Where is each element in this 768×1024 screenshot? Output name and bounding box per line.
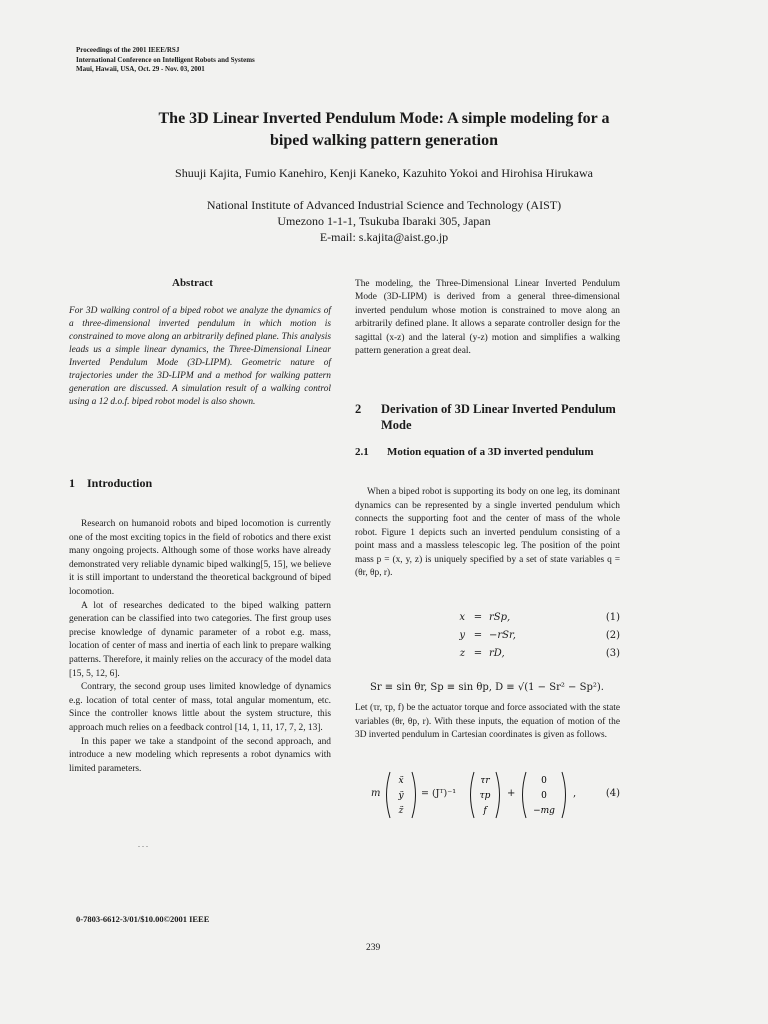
paper-title <box>40 108 728 152</box>
eq2-rhs: −rSr, <box>489 630 516 641</box>
section-2-1-number: 2.1 <box>355 446 369 458</box>
affiliation-line-2: Umezono 1-1-1, Tsukuba Ibaraki 305, Japan <box>277 214 491 228</box>
eq2-operator: = <box>473 630 483 641</box>
variable-definitions: Sr ≡ sin θr, Sp ≡ sin θp, D ≡ √(1 − Sr² − Sp²). <box>370 682 604 693</box>
authors: Shuuji Kajita, Fumio Kanehiro, Kenji Kaneko, Kazuhito Yokoi and Hirohisa Hirukawa <box>175 166 593 180</box>
eq3-operator: = <box>473 648 483 659</box>
intro-paragraph-2: A lot of researches dedicated to the biped walking pattern generation can be classified into two categories. The first group uses precise knowledge of dynamic parameter of a robot e.g. mass, location of center of mass and inertia of each link to prepare walking patterns. Therefore, it mainly relies on the accuracy of the model data [15, 5, 12, 6]. <box>69 600 331 679</box>
intro-paragraph-4: In this paper we take a standpoint of the second approach, and introduce a new modeling which represents a robot dynamics with limited parameters. <box>69 736 331 774</box>
eq2-lhs: y <box>459 630 465 641</box>
section-2-1-title: Motion equation of a 3D inverted pendulum <box>387 446 594 458</box>
eq1-lhs: x <box>459 612 465 623</box>
section-1-title: Introduction <box>87 476 153 490</box>
abstract-heading: Abstract <box>172 277 213 289</box>
eq4-gravity-vector <box>519 770 569 820</box>
eq4-input-tau-p: τp <box>479 791 491 801</box>
eq4-acc-z: z̈ <box>398 806 404 816</box>
eq4-acc-y: ÿ <box>398 791 404 801</box>
eq4-input-f: f <box>483 806 487 816</box>
section-2-title: Derivation of 3D Linear Inverted Pendulum Mode <box>381 402 616 432</box>
equation-2 <box>355 630 620 646</box>
eq4-comma: , <box>573 788 577 799</box>
conference-line: International Conference on Intelligent Robots and Systems <box>76 55 255 64</box>
eq1-number: (1) <box>605 612 620 623</box>
affiliation-line-1: National Institute of Advanced Industrial Science and Technology (AIST) <box>206 198 562 212</box>
section-2-1-paragraph-2: Let (τr, τp, f) be the actuator torque and force associated with the state variables (θr, θp, r). With these inputs, the equation of motion of the 3D inverted pendulum in Cartesian coordinates is given as follows. <box>355 703 620 740</box>
eq4-jacobian: = (Jᵀ)⁻¹ <box>421 788 457 799</box>
section-2-number: 2 <box>355 402 362 416</box>
section-2-heading <box>355 401 625 433</box>
affiliation <box>40 197 728 245</box>
eq4-number: (4) <box>605 788 620 799</box>
eq4-mass: m <box>371 788 381 799</box>
section-2-1-heading <box>355 445 625 459</box>
eq4-input-vector <box>467 770 503 820</box>
proceedings-line: Proceedings of the 2001 IEEE/RSJ <box>76 46 180 54</box>
eq4-acc-x: ẍ <box>398 776 404 786</box>
eq4-gravity-x: 0 <box>541 776 547 786</box>
email: E-mail: s.kajita@aist.go.jp <box>319 230 449 244</box>
eq4-plus: + <box>507 788 516 799</box>
eq1-operator: = <box>473 612 483 623</box>
page-number: 239 <box>366 943 381 953</box>
stray-dots: . . . <box>138 840 148 849</box>
eq3-lhs: z <box>459 648 465 659</box>
intro-paragraph-3: Contrary, the second group uses limited knowledge of dynamics e.g. location of total center of mass, total angular momentum, etc. Since the controller knows little about the system structure, this approach much relies on a feedback control [14, 1, 11, 17, 7, 2, 13]. <box>69 682 331 733</box>
eq1-rhs: rSp, <box>489 612 511 623</box>
copyright-line: 0-7803-6612-3/01/$10.00©2001 IEEE <box>76 914 210 924</box>
section-1-number: 1 <box>69 476 75 490</box>
eq2-number: (2) <box>605 630 620 641</box>
right-intro-paragraph: The modeling, the Three-Dimensional Linear Inverted Pendulum Mode (3D-LIPM) is derived from a general three-dimensional inverted pendulum whose motion is constrained to move along an arbitrarily defined plane. It allows a separate controller design for the sagittal (x-z) and the lateral (y-z) motion and simplifies a walking pattern generation a great deal. <box>355 279 620 357</box>
section-2-1-paragraph-1: When a biped robot is supporting its body on one leg, its dominant dynamics can be represented by a single inverted pendulum which connects the supporting foot and the center of mass of the whole robot. Figure 1 depicts such an inverted pendulum consisting of a point mass and a massless telescopic leg. The position of the point mass p = (x, y, z) is uniquely specified by a set of state variables q = (θr, θp, r). <box>355 487 620 578</box>
eq4-gravity-z: −mg <box>533 806 555 816</box>
equation-1 <box>355 612 620 628</box>
section-2-1-body <box>355 486 620 581</box>
eq4-acceleration-vector <box>383 770 419 820</box>
introduction-body <box>69 518 331 776</box>
eq3-rhs: rD, <box>489 648 505 659</box>
equation-4 <box>355 770 620 820</box>
equations-1-3 <box>355 612 620 668</box>
eq3-number: (3) <box>605 648 620 659</box>
eq4-gravity-y: 0 <box>541 791 547 801</box>
location-line: Maui, Hawaii, USA, Oct. 29 - Nov. 03, 2001 <box>76 65 205 74</box>
abstract-text: For 3D walking control of a biped robot we analyze the dynamics of a three-dimensional inverted pendulum in which motion is constrained to move along an arbitrarily defined plane. This analysis leads us a simple linear dynamics, the Three-Dimensional Linear Inverted Pendulum Mode (3D-LIPM). Geometric nature of trajectories under the 3D-LIPM and a method for walking pattern generation are discussed. A simulation result of a walking control using a 12 d.o.f. biped robot model is also shown. <box>69 306 331 407</box>
proceedings-header <box>76 46 255 75</box>
section-1-heading <box>69 476 152 491</box>
intro-paragraph-1: Research on humanoid robots and biped locomotion is currently one of the most exciting topics in the field of robotics and there exist many ongoing projects. Although some of those works have already demonstrated very reliable dynamic biped walking[5, 15], we believe it is still important to understand the theoretical background of biped locomotion. <box>69 519 331 597</box>
title-line-1: The 3D Linear Inverted Pendulum Mode: A simple modeling for a <box>158 110 610 127</box>
eq4-input-tau-r: τr <box>480 776 490 786</box>
title-line-2: biped walking pattern generation <box>269 132 498 149</box>
equation-3 <box>355 648 620 664</box>
